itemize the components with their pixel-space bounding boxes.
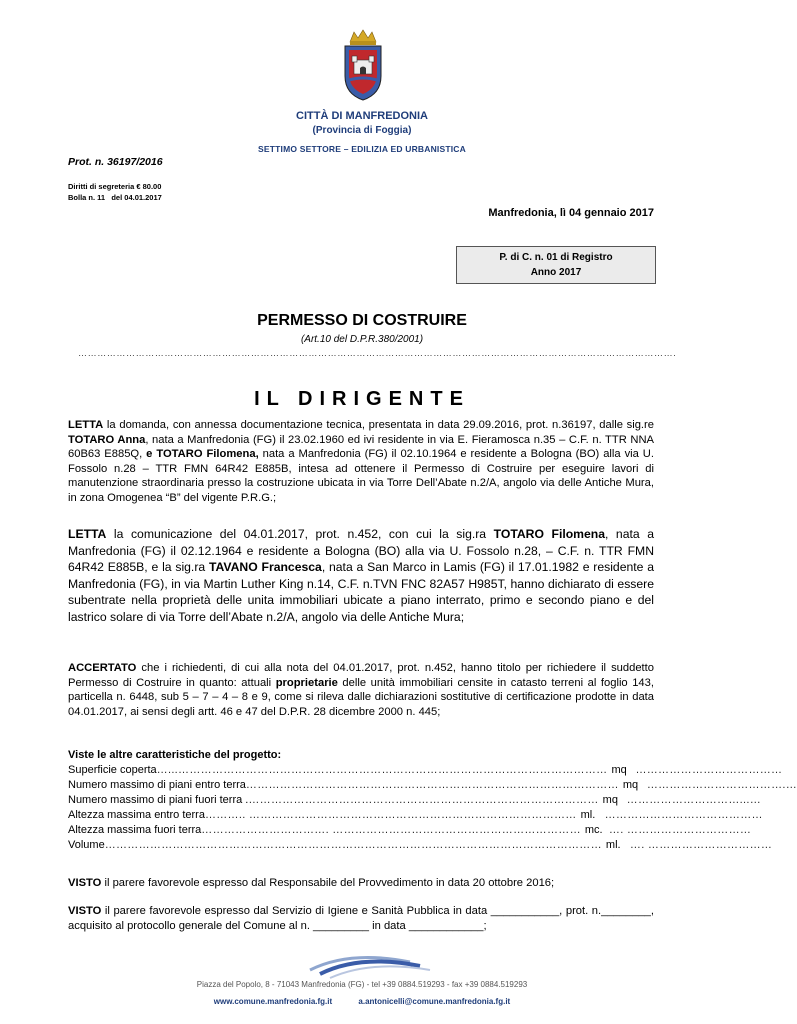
spec-label: Numero massimo di piani entro terra (68, 779, 246, 791)
highlight: proprietarie (275, 676, 338, 689)
protocol-number: Prot. n. 36197/2016 (68, 156, 163, 168)
spec-value: ……………………………….… (646, 779, 797, 791)
spec-row (68, 823, 752, 838)
project-specs (68, 748, 797, 853)
spec-value: …. …………………………… (608, 824, 752, 836)
paragraph-visto-1 (68, 876, 654, 891)
name: e TOTARO Filomena, (146, 448, 259, 461)
text: la domanda, con annessa documentazione tecnica, presentata in data 29.09.2016, prot. n.36197, dalle sig.re (103, 419, 654, 431)
spec-dots: …...…………………………………………………………………………………………………… (156, 764, 608, 776)
spec-value: …. …………………………… (629, 839, 773, 851)
spec-dots: ………………………………………………………………………………… (248, 794, 599, 806)
spec-unit: mq (622, 779, 639, 791)
city-name: CITTÀ DI MANFREDONIA (296, 110, 428, 122)
paragraph-visto-2 (68, 904, 654, 933)
spec-unit: mc. (584, 824, 603, 836)
spec-unit: mq (602, 794, 618, 806)
spec-label: Numero massimo di piani fuori terra . (68, 794, 249, 806)
document-title: PERMESSO DI COSTRUIRE (257, 312, 467, 329)
spec-row (68, 838, 773, 853)
register-box (456, 246, 656, 284)
name: TAVANO Francesca (208, 560, 322, 575)
city-crest (340, 28, 386, 102)
text: delle unità immobiliari censite in catasto terreni al foglio 143, particella n. 6448, sub 5 – 7 – 4 – 8 e 9, come si rileva dalle dichiarazioni sostitutive di certificazione prodotte in data 04.01.2017, ai sensi degli artt. 46 e 47 del D.P.R. 28 dicembre 2000 n. 445; (68, 676, 654, 718)
register-line: P. di C. n. 01 di Registro (499, 252, 613, 263)
footer-contacts (0, 997, 724, 1006)
register-year: Anno 2017 (530, 267, 582, 278)
name: TOTARO Anna (68, 433, 146, 446)
text: che i richiedenti, di cui alla nota del 04.01.2017, prot. n.452, hanno titolo per richiedere il suddetto Permesso di Costruire in quanto: attuali (68, 662, 654, 689)
footer-address: Piazza del Popolo, 8 - 71043 Manfredonia (FG) - tel +39 0884.519293 - fax +39 0884.519293 (196, 980, 528, 989)
text: , nata a Manfredonia (FG) il 23.02.1960 ed ivi residente in via E. Fieramosca n.35 – C.F. n. TTR NNA 60B63 E885Q, (68, 433, 654, 461)
sector-name: SETTIMO SETTORE – EDILIZIA ED URBANISTICA (258, 144, 466, 154)
name: TOTARO Filomena (493, 527, 605, 541)
website-link[interactable]: www.comune.manfredonia.fg.it (213, 997, 333, 1006)
spec-dots: ……………………………………………………………………………………… (245, 779, 619, 791)
spec-value: ………………………………… (635, 764, 783, 776)
text: , nata a San Marco in Lamis (FG) il 17.01.1982 e residente a Manfredonia (FG), in via Martin Luther King n.14, C.F. n.TVN FNC 82A57 H985T, hanno dichiarato di essere subentrate nella proprietà delle unita immobiliari ubicate a piano interrato, primo e secondo piano e del lastrico solare di via Torre dell’Abate n.2/A, angolo via delle Antiche Mura; (68, 560, 654, 624)
email-link[interactable]: a.antonicelli@comune.manfredonia.fg.it (358, 997, 511, 1006)
bolla: Bolla n. 11 del 04.01.2017 (68, 193, 162, 202)
paragraph-letta-1 (68, 418, 654, 506)
spec-dots: ……….. …………………………………………………………………………… (204, 809, 577, 821)
spec-row (68, 763, 783, 778)
spec-label: Volume (68, 839, 105, 851)
document-subtitle: (Art.10 del D.P.R.380/2001) (300, 334, 424, 345)
text: il parere favorevole espresso dal Responsabile del Provvedimento in data 20 ottobre 2016; (101, 877, 555, 889)
province: (Provincia di Foggia) (312, 125, 412, 136)
spec-dots: ……………………………. ………………………………………………………… (201, 824, 581, 836)
keyword: ACCERTATO (68, 662, 137, 674)
keyword: VISTO (68, 877, 102, 889)
spec-label: Altezza massima fuori terra (68, 824, 202, 836)
document-date: Manfredonia, lì 04 gennaio 2017 (488, 207, 654, 219)
spec-label: Altezza massima entro terra (68, 809, 205, 821)
spec-value: …………………………...… (626, 794, 762, 806)
dotted-separator: ……………………………………………………………………………………………………………………………………………………………………. (78, 348, 677, 358)
keyword: LETTA (68, 527, 107, 541)
spec-row (68, 808, 763, 823)
keyword: VISTO (68, 905, 102, 917)
spec-row (68, 778, 797, 793)
fees: Diritti di segreteria € 80.00 (68, 182, 162, 191)
spec-value: …………………………………… (604, 809, 763, 821)
spec-row (68, 793, 762, 808)
text: nata a Manfredonia (FG) il 02.10.1964 e residente a Bologna (BO) alla via U. Fossolo n.28 – TTR FMN 64R42 E885B, intesa ad ottenere il Permesso di Costruire per eseguire lavori di manutenzione straordinaria presso la costruzione ubicata in via Torre Dell’Abate n.2/A, angolo via delle Antiche Mura, in zona Omogenea “B” del vigente P.R.G.; (68, 448, 654, 504)
dirigente-heading: IL DIRIGENTE (254, 388, 470, 410)
text: il parere favorevole espresso dal Servizio di Igiene e Sanità Pubblica in data ___________, prot. n.________, acquisito al protocollo generale del Comune al n. _________ in data ____________; (68, 905, 654, 932)
text: , nata a Manfredonia (FG) il 02.12.1964 e residente a Bologna (BO) alla via U. Fossolo n.28, – C.F. n. TTR FMN 64R42 E885B, e la sig.ra (68, 527, 654, 575)
spec-label: Superficie coperta (68, 764, 157, 776)
spec-unit: ml. (580, 809, 596, 821)
paragraph-accertato (68, 661, 654, 719)
footer-wave-logo (290, 940, 440, 980)
keyword: LETTA (68, 419, 104, 431)
paragraph-letta-2 (68, 526, 654, 626)
spec-dots: …………………………………………………………………………………………………………………… (104, 839, 602, 851)
spec-unit: mq (611, 764, 627, 776)
specs-header: Viste le altre caratteristiche del progetto: (68, 749, 282, 761)
text: la comunicazione del 04.01.2017, prot. n.452, con cui la sig.ra (106, 527, 494, 541)
spec-unit: ml. (605, 839, 621, 851)
